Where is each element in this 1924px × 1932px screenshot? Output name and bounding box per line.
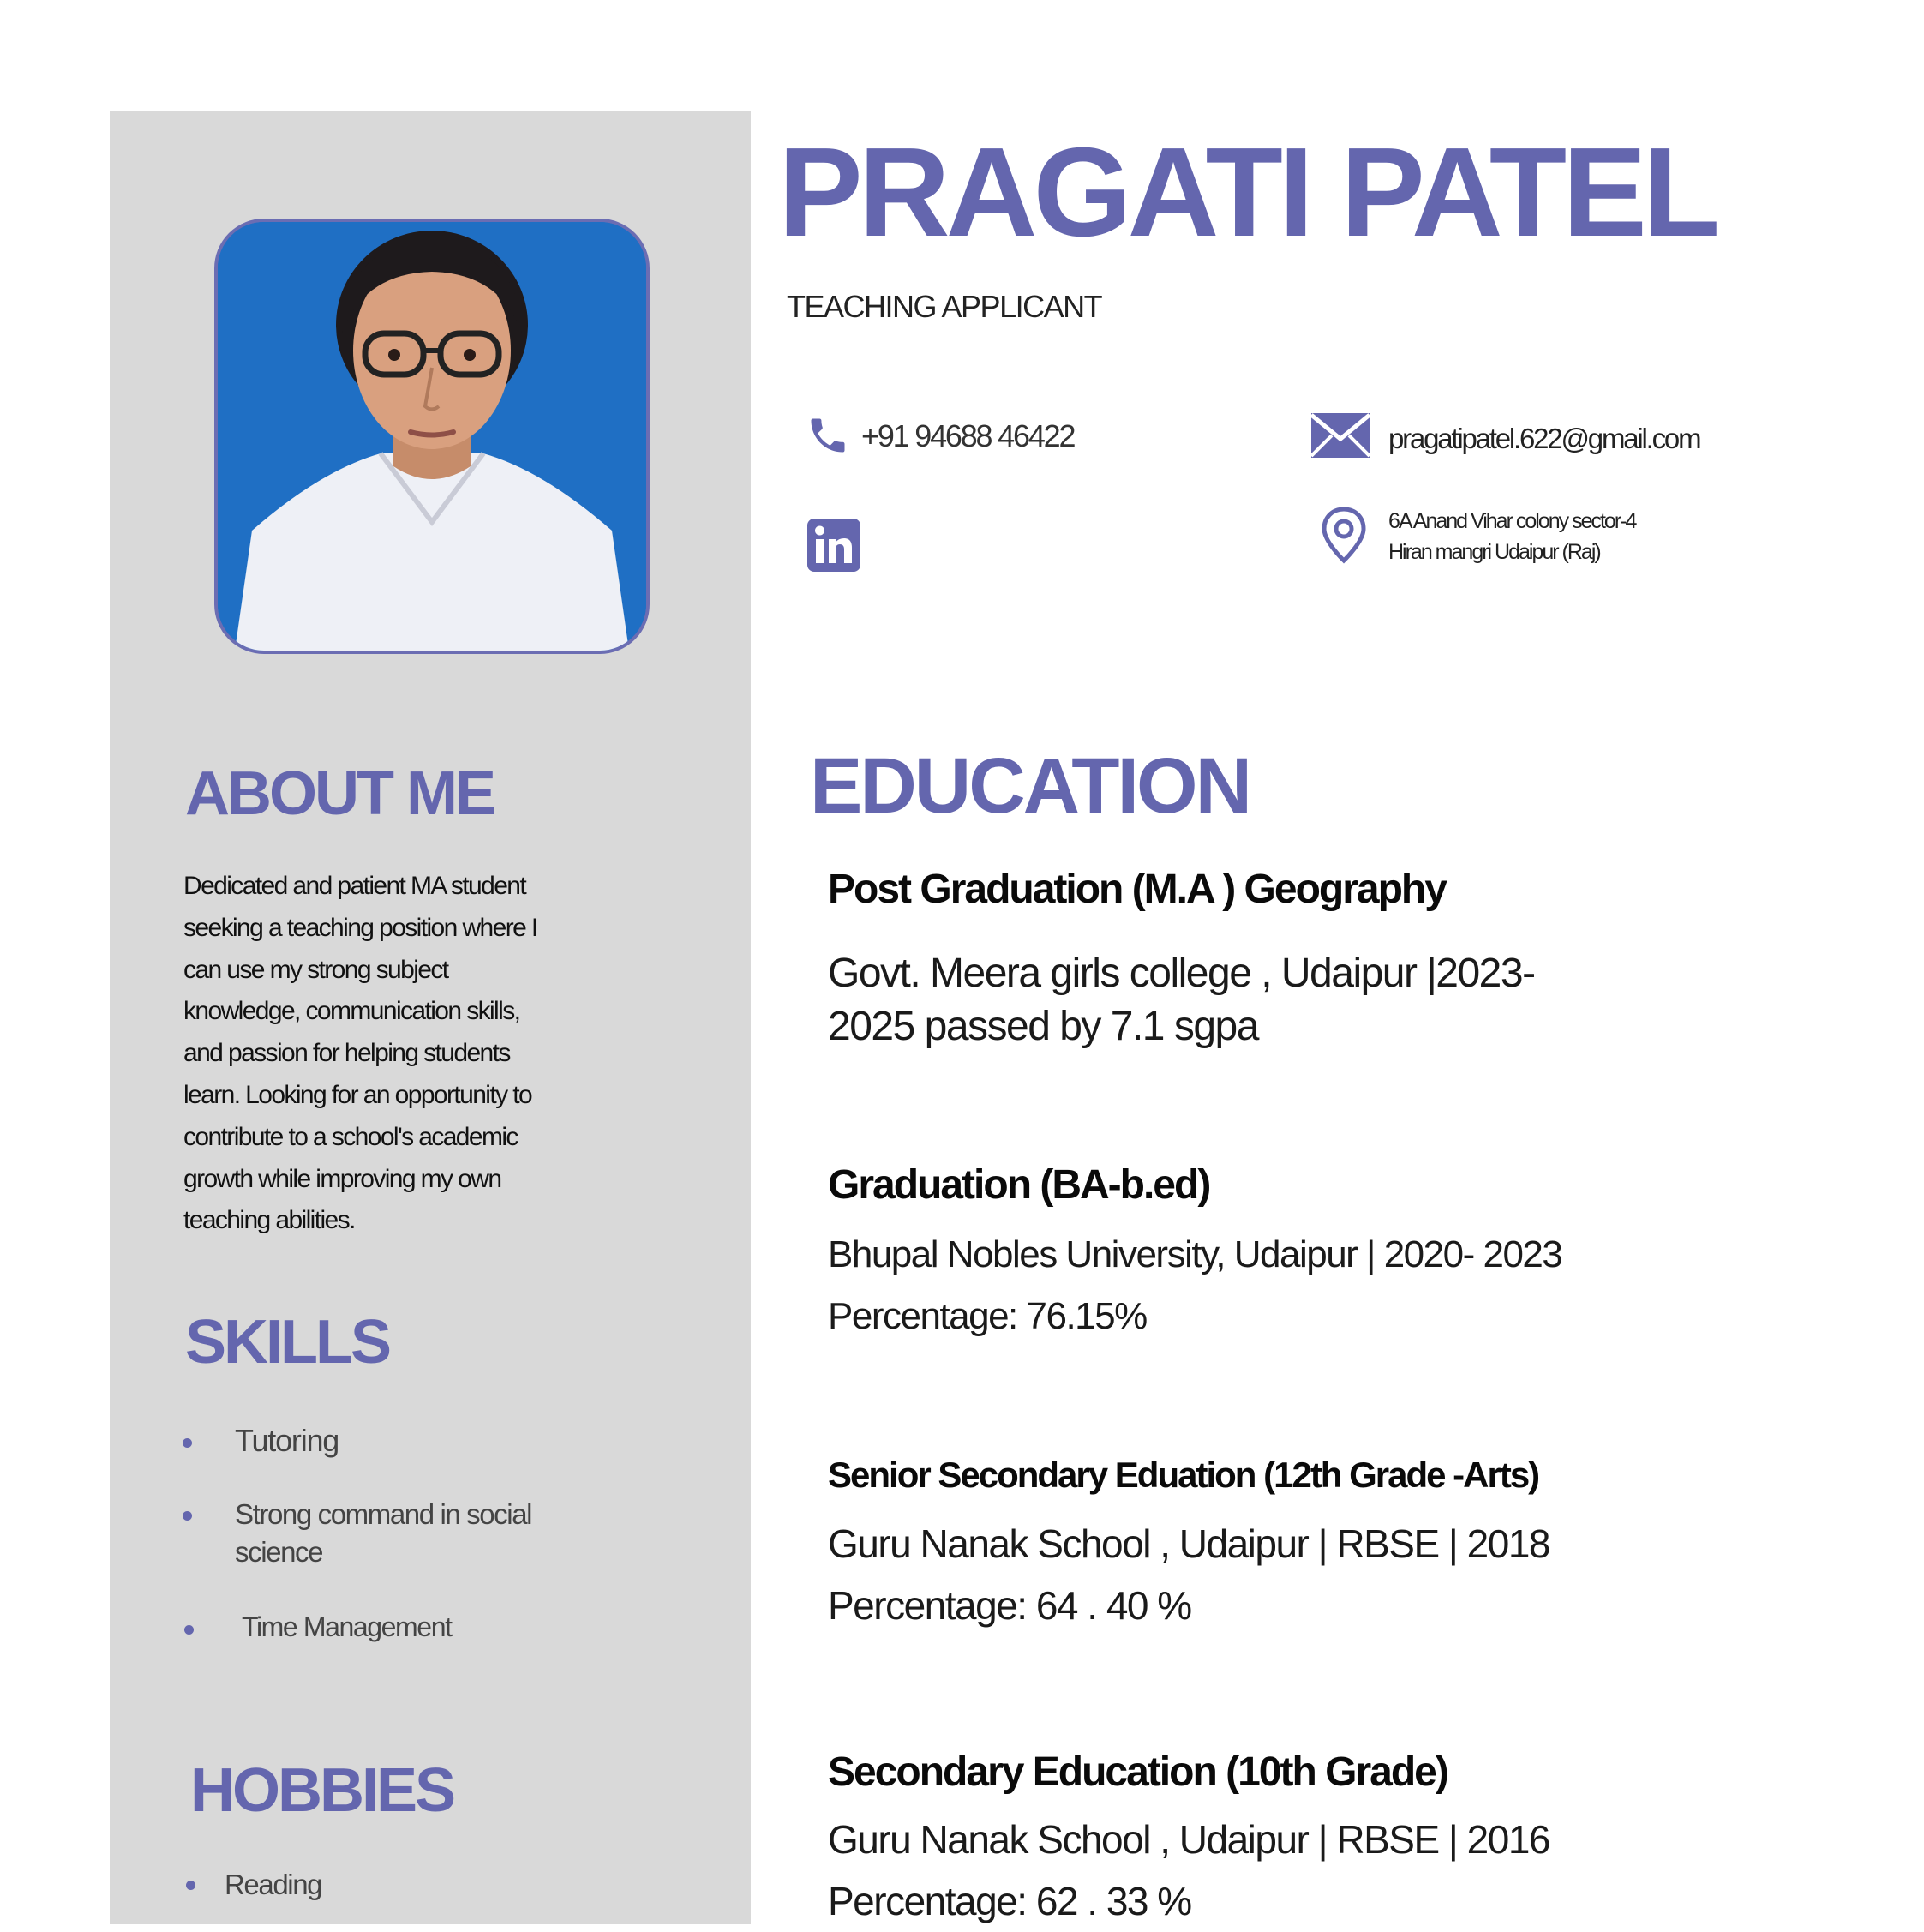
about-line: contribute to a school's academic [183, 1122, 518, 1151]
education-line: Guru Nanak School , Udaipur | RBSE | 2018 [828, 1521, 1549, 1566]
applicant-name: PRAGATI PATEL [778, 122, 1717, 263]
skill-item [235, 1496, 531, 1571]
education-heading: EDUCATION [810, 742, 1250, 830]
email-address[interactable]: pragatipatel.622@gmail.com [1388, 423, 1700, 454]
bullet-icon [186, 1881, 195, 1890]
about-line: and passion for helping students [183, 1039, 510, 1068]
hobbies-heading: HOBBIES [190, 1756, 454, 1825]
bullet-icon [184, 1625, 194, 1635]
education-detail [828, 1809, 1549, 1932]
hobby-item: Reading [225, 1869, 322, 1900]
education-line: Percentage: 62 . 33 % [828, 1879, 1191, 1923]
about-line: seeking a teaching position where I [183, 913, 537, 942]
phone-icon [806, 411, 850, 459]
profile-photo-illustration [218, 222, 646, 651]
address-line: 6A Anand Vihar colony sector-4 [1388, 509, 1636, 533]
location-pin-icon [1320, 506, 1368, 564]
address-line: Hiran mangri Udaipur (Raj) [1388, 540, 1600, 564]
education-line: Govt. Meera girls college , Udaipur |2023- [828, 951, 1535, 996]
education-detail [828, 1224, 1561, 1347]
skill-item: Tutoring [235, 1423, 339, 1458]
phone-number[interactable]: +91 94688 46422 [861, 418, 1075, 453]
education-detail [828, 947, 1535, 1053]
education-title: Senior Secondary Eduation (12th Grade -Arts) [828, 1455, 1539, 1495]
education-line: Percentage: 64 . 40 % [828, 1583, 1191, 1628]
about-line: teaching abilities. [183, 1206, 355, 1235]
about-line: learn. Looking for an opportunity to [183, 1080, 532, 1109]
about-text [183, 866, 552, 1242]
education-line: 2025 passed by 7.1 sgpa [828, 1004, 1258, 1049]
linkedin-icon[interactable] [807, 519, 860, 572]
education-title: Post Graduation (M.A ) Geography [828, 867, 1446, 912]
skill-line: Strong command in social [235, 1498, 532, 1530]
bullet-icon [183, 1511, 192, 1521]
email-icon [1311, 413, 1370, 458]
bullet-icon [183, 1438, 192, 1448]
education-line: Guru Nanak School , Udaipur | RBSE | 2016 [828, 1817, 1549, 1862]
education-detail [828, 1513, 1549, 1636]
education-line: Bhupal Nobles University, Udaipur | 2020- 2023 [828, 1233, 1562, 1275]
education-title: Graduation (BA-b.ed) [828, 1162, 1210, 1208]
about-line: can use my strong subject [183, 955, 448, 984]
about-line: Dedicated and patient MA student [183, 872, 526, 900]
applicant-role: TEACHING APPLICANT [787, 289, 1102, 324]
profile-photo [214, 219, 650, 654]
education-line: Percentage: 76.15% [828, 1295, 1147, 1337]
about-heading: ABOUT ME [185, 759, 494, 828]
education-title: Secondary Education (10th Grade) [828, 1749, 1447, 1795]
skill-line: science [235, 1536, 323, 1568]
about-line: knowledge, communication skills, [183, 997, 520, 1026]
about-line: growth while improving my own [183, 1164, 501, 1193]
skills-heading: SKILLS [185, 1308, 390, 1377]
skill-item: Time Management [242, 1611, 452, 1642]
address [1388, 506, 1635, 567]
